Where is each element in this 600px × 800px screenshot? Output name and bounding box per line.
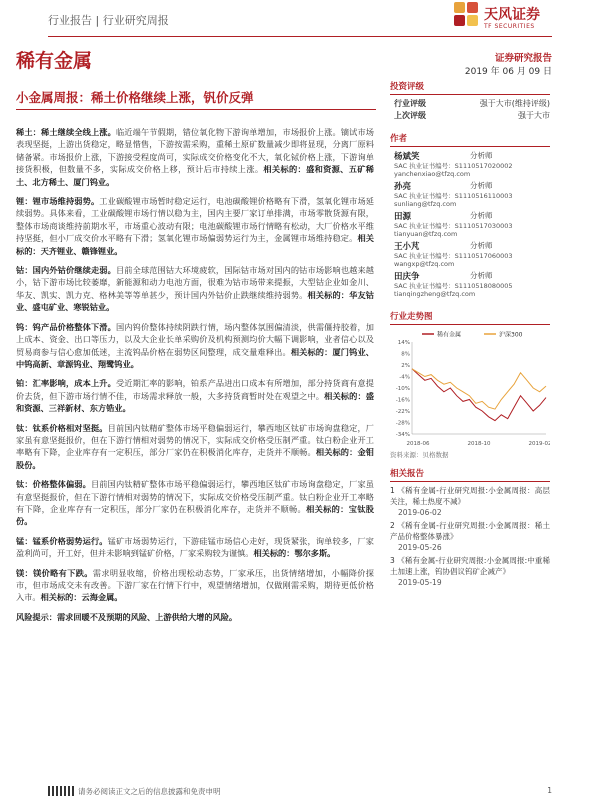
author-sac-id: SAC 执业证书编号：S1110517060003 bbox=[394, 252, 513, 260]
paragraph-lead: 钴：国内外钴价继续走弱。 bbox=[16, 265, 116, 276]
tag-label: 相关标的： bbox=[263, 164, 307, 175]
brand-name: 天风证券 bbox=[484, 7, 540, 23]
paragraph-text: 锰矿市场弱势运行，下游硅锰市场信心走好，现货紧张，询单较多，厂家盈利尚可，开工好，但并未影响到锰矿价格，厂家采购较为谨慎。 bbox=[16, 535, 374, 559]
legend-label: 沪深300 bbox=[499, 331, 523, 339]
tag-label: 相关标的： bbox=[306, 503, 349, 514]
y-tick-label: -10% bbox=[395, 386, 410, 392]
related-tickers: 厦门钨业、中钨高新、章源钨业、翔鹭钨业。 bbox=[16, 346, 374, 369]
qr-code-icon bbox=[48, 786, 74, 796]
related-tickers: 鄂尔多斯。 bbox=[294, 548, 336, 559]
related-report-date: 2019-05-26 bbox=[398, 543, 442, 552]
page-number: 1 bbox=[547, 786, 552, 795]
related-tickers: 盛和资源、三祥新材、东方锆业。 bbox=[16, 390, 374, 414]
series-line-2 bbox=[412, 369, 546, 409]
author bbox=[390, 180, 550, 210]
related-report[interactable] bbox=[390, 520, 550, 553]
related-report-title: 《稀有金属-行业研究周报:小金属周报:中重稀土加速上涨，钨协倡议钨矿企减产》 bbox=[390, 556, 551, 576]
paragraph-lead: 镁：镁价略有下跌。 bbox=[16, 567, 93, 578]
paragraph-text: 目前国内钛精矿整体市场平稳偏弱运行，攀西地区钛矿市场询盘稳定，厂家虽有意坚挺报价，但在下游行情相对弱势的情况下，实际成交价格受压制严重。钛白粉企业开工率略有下降，企业库存有一定积压，部分厂家仍在积极消化库存，走货并不顺畅。 bbox=[16, 422, 374, 458]
y-tick-label: 8% bbox=[401, 351, 410, 358]
risk-note bbox=[16, 611, 374, 623]
tag-label: 相关标的： bbox=[324, 390, 366, 401]
related-list bbox=[390, 485, 550, 588]
related-report[interactable] bbox=[390, 485, 550, 518]
paragraph-lead: 钛：钛系价格相对坚挺。 bbox=[16, 422, 108, 433]
paragraph bbox=[16, 264, 374, 314]
author-sac-id: SAC 执业证书编号：S1110517020002 bbox=[394, 162, 513, 170]
author-line bbox=[390, 210, 550, 221]
author-role: 分析师 bbox=[470, 181, 493, 190]
author bbox=[390, 150, 550, 180]
report-subtitle: 小金属周报：稀土价格继续上涨，钒价反弹 bbox=[16, 90, 254, 105]
rating-value: 强于大市 bbox=[518, 111, 550, 120]
paragraph bbox=[16, 377, 374, 414]
paragraph-text: 工业碳酸锂市场暂时稳定运行，电池碳酸锂价格略有下滑，氢氧化锂市场延续弱势。具体来看，工业碳酸锂市场行情以稳为主，国内主要厂家订单排满，市场零散货源有限，整体市场商谈维持前期水平，市场重心波动有限；电池碳酸锂市场行情略有松动，大厂价格水平维持坚挺，但小厂成交价水平略有下滑；氢氧化锂市场偏弱势运行为主，金属锂市场维持稳定。 bbox=[16, 196, 374, 244]
author-name: 孙亮 bbox=[394, 182, 412, 192]
paragraph bbox=[16, 535, 374, 560]
rating-heading: 投资评级 bbox=[390, 80, 550, 95]
series-line-1 bbox=[412, 369, 546, 421]
legend-label: 稀有金属 bbox=[437, 331, 462, 339]
header-divider bbox=[48, 36, 552, 37]
x-tick-label: 2018-10 bbox=[467, 441, 491, 447]
paragraph bbox=[16, 321, 374, 371]
disclaimer-text: 请务必阅读正文之后的信息披露和免责申明 bbox=[78, 787, 221, 796]
related-heading: 相关报告 bbox=[390, 467, 550, 482]
related-report-number: 3 bbox=[390, 556, 395, 565]
related-tickers: 宝钛股份。 bbox=[16, 503, 374, 527]
author-name: 王小芃 bbox=[394, 242, 420, 252]
author-line bbox=[390, 270, 550, 281]
tag-label: 相关标的： bbox=[16, 233, 374, 256]
paragraph bbox=[16, 126, 374, 188]
related-tickers: 盛和资源、五矿稀土、北方稀土、厦门钨业。 bbox=[16, 164, 374, 187]
author-role: 分析师 bbox=[470, 241, 493, 250]
author bbox=[390, 270, 550, 300]
rating-row bbox=[390, 98, 550, 110]
rating-key: 上次评级 bbox=[394, 111, 426, 120]
y-tick-label: -22% bbox=[395, 409, 410, 415]
page-header bbox=[0, 0, 600, 40]
chart-heading: 行业走势图 bbox=[390, 310, 550, 325]
author-email[interactable]: wangxp@tfzq.com bbox=[394, 260, 455, 268]
paragraph-text: 目前国内钛精矿整体市场平稳偏弱运行，攀西地区钛矿市场询盘稳定，厂家虽有意坚挺报价，但在下游行情相对弱势的情况下，实际成交价格受压制严重。钛白粉企业开工率略有下降，企业库存有一定积压，部分厂家仍在积极消化库存，走货并不顺畅。 bbox=[16, 479, 374, 514]
y-tick-label: -4% bbox=[399, 374, 410, 381]
related-tickers: 天齐锂业、赣锋锂业。 bbox=[40, 245, 123, 256]
rating-value: 强于大市(维持评级) bbox=[479, 99, 550, 108]
tag-label: 相关标的： bbox=[40, 592, 82, 603]
subtitle-divider bbox=[16, 109, 376, 110]
paragraph-lead: 锰：锰系价格弱势运行。 bbox=[16, 535, 108, 546]
tag-label: 相关标的： bbox=[290, 346, 333, 357]
rating-row bbox=[390, 110, 550, 122]
paragraph bbox=[16, 195, 374, 257]
paragraph bbox=[16, 567, 374, 604]
paragraph-text: 需求明显收缩，价格出现松动态势，厂家承压，出货情绪增加，小幅降价探市，但市场成交未有改善。下游厂家在行情下行中，观望情绪增加，仅做刚需采购，期待更低价格入市。 bbox=[16, 567, 374, 603]
author-email[interactable]: sunliang@tfzq.com bbox=[394, 200, 457, 208]
y-tick-label: -34% bbox=[395, 432, 410, 438]
related-report-date: 2019-05-19 bbox=[398, 578, 442, 587]
author-role: 分析师 bbox=[470, 271, 493, 280]
y-tick-label: 2% bbox=[401, 363, 410, 369]
tag-label: 相关标的： bbox=[307, 289, 350, 300]
trend-chart-svg bbox=[390, 328, 550, 448]
related-tickers: 华友钴业、盛屯矿业、寒锐钴业。 bbox=[16, 289, 374, 313]
rating-key: 行业评级 bbox=[394, 99, 426, 108]
sidebar bbox=[390, 80, 550, 588]
author-name: 田庆争 bbox=[394, 272, 420, 282]
tag-label: 相关标的： bbox=[253, 548, 295, 559]
author-role: 分析师 bbox=[470, 151, 493, 160]
paragraph-lead: 钛：价格整体偏弱。 bbox=[16, 479, 91, 490]
author-line bbox=[390, 180, 550, 191]
report-date: 2019 年 06 月 09 日 bbox=[464, 67, 552, 77]
rating-list bbox=[390, 98, 550, 122]
author-heading: 作者 bbox=[390, 132, 550, 147]
paragraph-lead: 铂：汇率影响，成本上升。 bbox=[16, 378, 116, 389]
tag-label: 相关标的： bbox=[315, 447, 358, 458]
x-tick-label: 2018-06 bbox=[406, 441, 430, 447]
related-report[interactable] bbox=[390, 555, 550, 588]
related-tickers: 金钼股份。 bbox=[16, 447, 374, 470]
report-body bbox=[16, 126, 374, 630]
author-role: 分析师 bbox=[470, 211, 493, 220]
author bbox=[390, 240, 550, 270]
author-email[interactable]: tianyuan@tfzq.com bbox=[394, 230, 458, 238]
chart-source: 资料来源：贝格数据 bbox=[390, 451, 449, 459]
y-tick-label: 14% bbox=[397, 340, 410, 346]
page-title: 稀有金属 bbox=[16, 50, 93, 72]
paragraph-text: 受近期汇率的影响，铂系产品进出口成本有所增加，部分持货商有意提价去货，但下游市场行情不佳，市场需求释放一般，大多持货商暂时处在观望之中。 bbox=[16, 378, 374, 401]
paragraph-lead: 锂：锂市场维持弱势。 bbox=[16, 196, 100, 207]
brand-logo bbox=[454, 2, 564, 36]
x-tick-label: 2019-02 bbox=[528, 441, 550, 447]
report-type: 行业报告 | 行业研究周报 bbox=[48, 14, 169, 27]
trend-chart bbox=[390, 328, 550, 448]
paragraph-text: 目前全球范围钴大环境疲软，国际钴市场对国内的钴市场影响也越来越小，钴下游市场比较萎靡，新能源和动力电池方面，很难为钴市场带来提振，大型钴企业如金川、华友、凯实、凯力克、格林美等等单甚少，预计国内外钴价止跌继续维持弱势。 bbox=[16, 265, 374, 300]
y-tick-label: -28% bbox=[395, 420, 410, 427]
author-email[interactable]: tianqingzheng@tfzq.com bbox=[394, 290, 476, 298]
author-name: 杨斌笑 bbox=[394, 152, 420, 162]
author bbox=[390, 210, 550, 240]
related-report-number: 2 bbox=[390, 521, 395, 530]
page-footer bbox=[48, 786, 552, 798]
author-sac-id: SAC 执业证书编号：S1110516110003 bbox=[394, 192, 513, 200]
risk-label: 风险提示： bbox=[16, 611, 57, 622]
author-line bbox=[390, 150, 550, 161]
paragraph-text: 国内钨价整体持续阴跌行情，场内整体氛围偏清淡，供需僵持胶着，加上成本、资金、出口等压力，以及大企业长单采购价及机构预测均价大幅下调影响，业者信心以及贸易商参与信心愈加低迷，主流钨品价格在弱势区间整理，成交量难释出。 bbox=[16, 321, 374, 357]
risk-text: 需求回暖不及预期的风险、上游供给大增的风险。 bbox=[56, 611, 238, 622]
related-report-title: 《稀有金属-行业研究周报:小金属周报：稀土产品价格整体暴涨》 bbox=[390, 521, 551, 541]
author-sac-id: SAC 执业证书编号：S1110517030003 bbox=[394, 222, 513, 230]
related-report-date: 2019-06-02 bbox=[398, 508, 442, 517]
author-line bbox=[390, 240, 550, 251]
author-email[interactable]: yanchenxiao@tfzq.com bbox=[394, 170, 471, 178]
paragraph-text: 临近端午节假期，错位氧化物下游询单增加，市场报价上涨。镝试市场表现坚挺，上游出货稳定，略显惜售，下游按需采购，重稀土原矿数量减少即将显现，分离厂原料储备紧。市场报价上涨，下游接受程度尚可，实际成交价格变化不大，氧化铽价格上涨，下游询单接货积极，但数量不多，实际成交价格上移，预计后市持续上涨。 bbox=[16, 127, 374, 175]
paragraph bbox=[16, 422, 374, 472]
author-name: 田源 bbox=[394, 212, 412, 222]
related-report-number: 1 bbox=[390, 486, 395, 495]
y-tick-label: -16% bbox=[395, 397, 410, 404]
paragraph bbox=[16, 478, 374, 528]
author-sac-id: SAC 执业证书编号：S1110518080005 bbox=[394, 282, 513, 290]
doc-type: 证券研究报告 bbox=[494, 53, 552, 64]
logo-mark-icon bbox=[454, 2, 480, 32]
paragraph-lead: 钨：钨产品价格整体下滑。 bbox=[16, 321, 116, 332]
brand-name-en: TF SECURITIES bbox=[484, 23, 535, 30]
related-report-title: 《稀有金属-行业研究周报:小金属周报：高层关注，稀土热度不减》 bbox=[390, 486, 551, 506]
paragraph-lead: 稀土：稀土继续全线上涨。 bbox=[16, 127, 116, 137]
author-list bbox=[390, 150, 550, 300]
related-tickers: 云海金属。 bbox=[81, 592, 123, 603]
